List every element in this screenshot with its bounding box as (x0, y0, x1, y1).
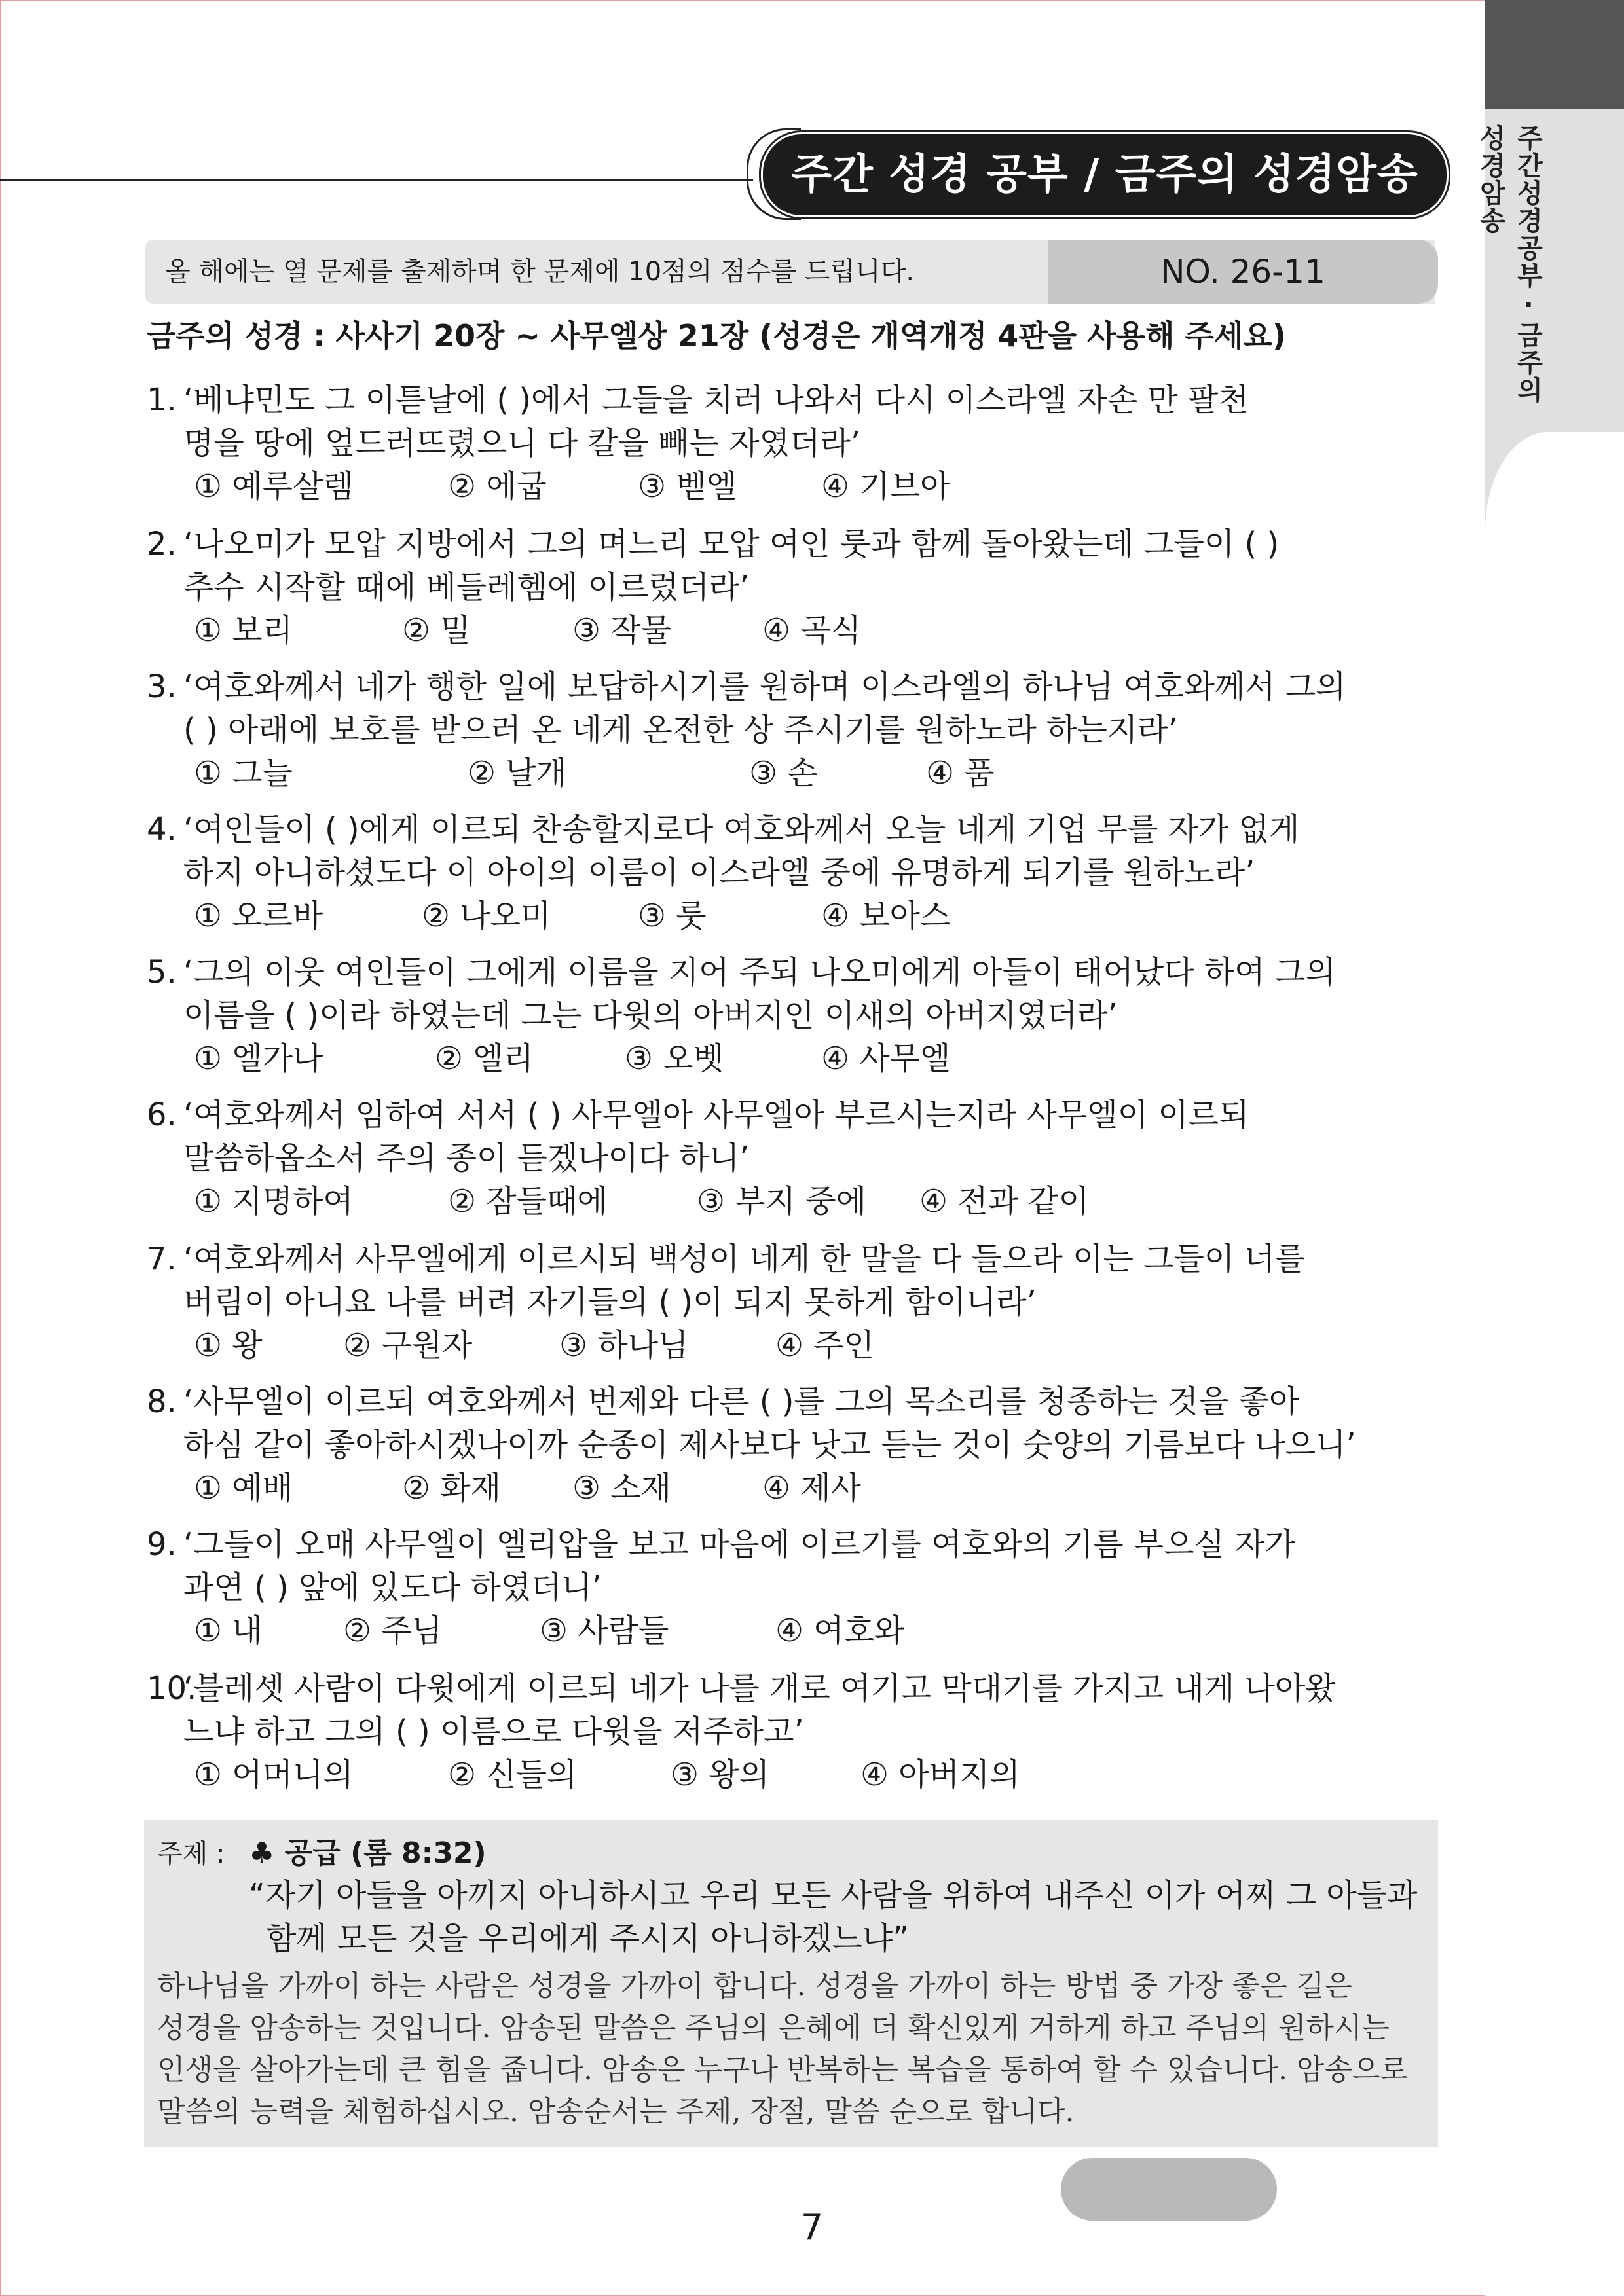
answer-options (147, 465, 1441, 508)
question-item (147, 1667, 1441, 1796)
answer-option: ② 밀 (402, 612, 471, 649)
answer-option: ② 화재 (402, 1470, 502, 1506)
answer-option: ① 내 (194, 1613, 263, 1649)
answer-option: ④ 사무엘 (821, 1040, 951, 1077)
question-item (147, 1380, 1441, 1510)
answer-option: ④ 여호와 (775, 1613, 905, 1649)
question-number: 6. (147, 1097, 177, 1133)
answer-option: ④ 주인 (775, 1327, 875, 1364)
question-number: 9. (147, 1526, 177, 1563)
answer-option: ① 오르바 (194, 898, 323, 934)
answer-option: ① 지명하여 (194, 1183, 354, 1220)
answer-options (147, 1467, 1441, 1510)
question-number: 1. (147, 382, 177, 418)
question-text: 느냐 하고 그의 ( ) 이름으로 다윗을 저주하고’ (183, 1713, 804, 1750)
answer-options (147, 609, 1441, 652)
question-text: ‘여호와께서 네가 행한 일에 보답하시기를 원하며 이스라엘의 하나님 여호와께서 그의 (183, 668, 1346, 705)
answer-option: ③ 손 (749, 755, 818, 792)
question-item (147, 378, 1441, 508)
question-line (147, 665, 1441, 708)
answer-option: ③ 소재 (572, 1470, 672, 1506)
answer-options (147, 752, 1441, 795)
question-number: 3. (147, 668, 177, 705)
answer-options (147, 894, 1441, 938)
answer-option: ④ 보아스 (821, 898, 951, 934)
question-text: ( ) 아래에 보호를 받으러 온 네게 온전한 상 주시기를 원하노라 하는지라’ (183, 712, 1178, 748)
question-item (147, 808, 1441, 938)
answer-option: ① 어머니의 (194, 1757, 354, 1793)
theme-title-text: 공급 (롬 8:32) (284, 1836, 487, 1870)
answer-option: ② 나오미 (422, 898, 551, 934)
question-text: ‘블레셋 사람이 다윗에게 이르되 네가 나를 개로 여기고 막대기를 가지고 내게 나아왔 (183, 1670, 1336, 1707)
question-line (147, 1710, 1441, 1753)
answer-option: ③ 하나님 (559, 1327, 689, 1364)
question-item (147, 1237, 1441, 1367)
answer-option: ① 예배 (194, 1470, 293, 1506)
question-line (147, 1137, 1441, 1180)
question-text: ‘나오미가 모압 지방에서 그의 며느리 모압 여인 룻과 함께 돌아왔는데 그들이 ( ) (183, 526, 1280, 562)
question-line (147, 1281, 1441, 1324)
question-item (147, 1093, 1441, 1223)
page-number: 7 (800, 2206, 824, 2248)
answer-options (147, 1037, 1441, 1080)
page-title: 주간 성경 공부 / 금주의 성경암송 (761, 132, 1449, 217)
question-text: ‘베냐민도 그 이튿날에 ( )에서 그들을 치러 나와서 다시 이스라엘 자손 만 팔천 (183, 382, 1249, 418)
question-text: 과연 ( ) 앞에 있도다 하였더니’ (183, 1569, 602, 1606)
answer-option: ③ 오벳 (625, 1040, 724, 1077)
question-number: 7. (147, 1241, 177, 1277)
question-number: 5. (147, 954, 177, 991)
verse-line: “자기 아들을 아끼지 아니하시고 우리 모든 사람을 위하여 내주신 이가 어찌 그 아들과 (249, 1877, 1418, 1914)
answer-options (147, 1753, 1441, 1796)
question-item (147, 665, 1441, 795)
scripture-range: 금주의 성경 : 사사기 20장 ~ 사무엘상 21장 (성경은 개역개정 4판을 사용해 주세요) (147, 318, 1286, 354)
answer-option: ② 구원자 (343, 1327, 473, 1364)
question-number: 4. (147, 811, 177, 848)
question-line (147, 522, 1441, 566)
question-line (147, 708, 1441, 752)
header-rule (0, 179, 753, 181)
question-line (147, 422, 1441, 465)
answer-option: ① 그늘 (194, 755, 293, 792)
answer-option: ② 엘리 (435, 1040, 534, 1077)
question-text: 명을 땅에 엎드러뜨렸으니 다 칼을 빼는 자였더라’ (183, 425, 861, 462)
side-tab-curve (1485, 432, 1624, 2296)
question-text: 말씀하옵소서 주의 종이 듣겠나이다 하니’ (183, 1140, 750, 1176)
question-line (147, 378, 1441, 422)
question-line (147, 851, 1441, 894)
question-text: ‘그들이 오매 사무엘이 엘리압을 보고 마음에 이르기를 여호와의 기름 부으실 자가 (183, 1526, 1295, 1563)
question-text: ‘그의 이웃 여인들이 그에게 이름을 지어 주되 나오미에게 아들이 태어났다 하여 그의 (183, 954, 1336, 991)
answer-option: ① 예루살렘 (194, 468, 354, 505)
answer-option: ④ 곡식 (762, 612, 862, 649)
answer-option: ③ 룻 (638, 898, 707, 934)
question-number: 8. (147, 1383, 177, 1420)
theme-body (157, 1965, 1428, 2133)
theme-label: 주제 : (157, 1839, 225, 1869)
body-line: 하나님을 가까이 하는 사람은 성경을 가까이 합니다. 성경을 가까이 하는 방법 중 가장 좋은 길은 (157, 1969, 1352, 2003)
answer-option: ② 에굽 (448, 468, 547, 505)
answer-option: ② 주님 (343, 1613, 443, 1649)
answer-options (147, 1324, 1441, 1367)
question-number: 2. (147, 526, 177, 562)
answer-option: ③ 왕의 (671, 1757, 770, 1793)
question-line (147, 1237, 1441, 1281)
question-line (147, 1667, 1441, 1710)
answer-options (147, 1609, 1441, 1652)
answer-option: ④ 기브아 (821, 468, 951, 505)
side-tab-title: 주간성경공부 · 금주의성경암송 (1475, 124, 1543, 405)
body-line: 말씀의 능력을 체험하십시오. 암송순서는 주제, 장절, 말씀 순으로 합니다. (157, 2095, 1075, 2128)
question-text: 하심 같이 좋아하시겠나이까 순종이 제사보다 낫고 듣는 것이 숫양의 기름보다 나으니’ (183, 1427, 1356, 1463)
answer-option: ② 잠들때에 (448, 1183, 608, 1220)
answer-options (147, 1180, 1441, 1223)
question-line (147, 951, 1441, 994)
answer-option: ① 보리 (194, 612, 293, 649)
memory-verse (249, 1874, 1421, 1960)
question-text: ‘여인들이 ( )에게 이르되 찬송할지로다 여호와께서 오늘 네게 기업 무를 자가 없게 (183, 811, 1300, 848)
answer-option: ④ 제사 (762, 1470, 862, 1506)
answer-option: ③ 벧엘 (638, 468, 737, 505)
question-item (147, 1523, 1441, 1652)
question-text: ‘사무엘이 이르되 여호와께서 번제와 다른 ( )를 그의 목소리를 청종하는 것을 좋아 (183, 1383, 1300, 1420)
club-icon: ♣ (249, 1836, 275, 1870)
question-text: 하지 아니하셨도다 이 아이의 이름이 이스라엘 중에 유명하게 되기를 원하노라’ (183, 854, 1255, 891)
answer-option: ③ 부지 중에 (697, 1183, 867, 1220)
answer-option: ④ 품 (926, 755, 995, 792)
question-text: 이름을 ( )이라 하였는데 그는 다윗의 아버지인 이새의 아버지였더라’ (183, 997, 1118, 1034)
issue-number: NO. 26-11 (1160, 253, 1325, 291)
answer-option: ④ 아버지의 (860, 1757, 1020, 1793)
answer-option: ① 엘가나 (194, 1040, 323, 1077)
notice-text: 올 해에는 열 문제를 출제하며 한 문제에 10점의 점수를 드립니다. (165, 257, 915, 287)
question-number: 10. (147, 1670, 197, 1707)
answer-option: ④ 전과 같이 (919, 1183, 1090, 1220)
question-item (147, 951, 1441, 1080)
answer-option: ② 날개 (468, 755, 567, 792)
question-line (147, 1523, 1441, 1566)
question-text: ‘여호와께서 사무엘에게 이르시되 백성이 네게 한 말을 다 들으라 이는 그들이 너를 (183, 1241, 1306, 1277)
question-line (147, 1093, 1441, 1137)
question-text: 추수 시작할 때에 베들레헴에 이르렀더라’ (183, 569, 750, 606)
answer-option: ③ 작물 (572, 612, 672, 649)
verse-line: 함께 모든 것을 우리에게 주시지 아니하겠느냐” (266, 1920, 910, 1957)
question-line (147, 1380, 1441, 1423)
body-line: 인생을 살아가는데 큰 힘을 줍니다. 암송은 누구나 반복하는 복습을 통하여 할 수 있습니다. 암송으로 (157, 2053, 1408, 2086)
answer-option: ① 왕 (194, 1327, 263, 1364)
side-tab-dark-block (1485, 0, 1624, 109)
question-item (147, 522, 1441, 652)
question-line (147, 1566, 1441, 1609)
question-text: 버림이 아니요 나를 버려 자기들의 ( )이 되지 못하게 함이니라’ (183, 1284, 1037, 1321)
question-line (147, 994, 1441, 1037)
answer-option: ② 신들의 (448, 1757, 578, 1793)
question-line (147, 1423, 1441, 1467)
answer-option: ③ 사람들 (540, 1613, 669, 1649)
question-line (147, 808, 1441, 851)
body-line: 성경을 암송하는 것입니다. 암송된 말씀은 주님의 은혜에 더 확신있게 거하게 하고 주님의 원하시는 (157, 2011, 1390, 2045)
question-text: ‘여호와께서 임하여 서서 ( ) 사무엘아 사무엘아 부르시는지라 사무엘이 이르되 (183, 1097, 1249, 1133)
question-line (147, 566, 1441, 609)
footer-pill (1061, 2158, 1277, 2221)
theme-title (249, 1834, 487, 1872)
